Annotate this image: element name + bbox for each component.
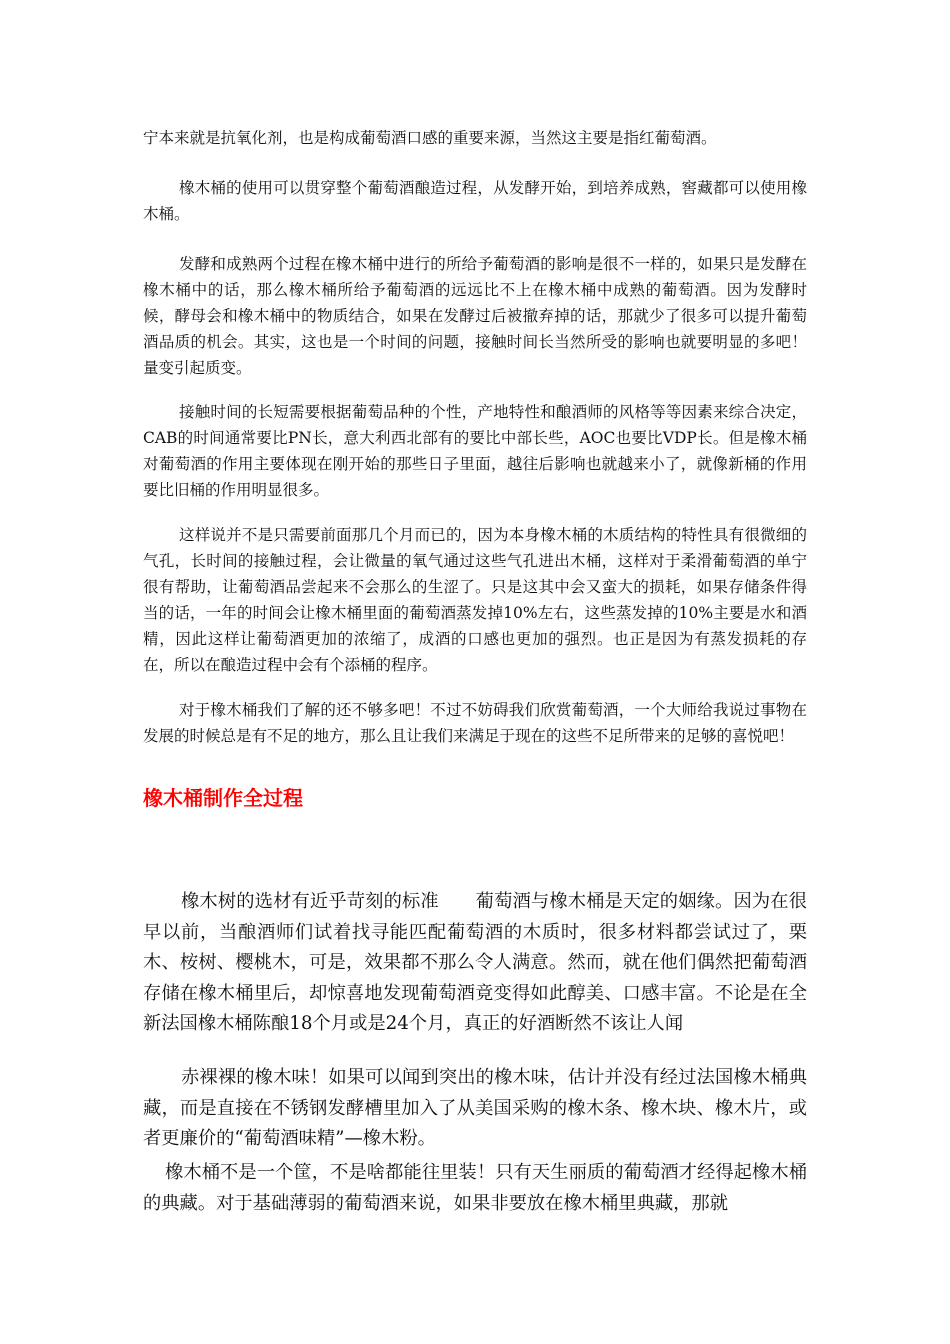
paragraph: 对于橡木桶我们了解的还不够多吧！不过不妨碍我们欣赏葡萄酒，一个大师给我说过事物在发展的时候总是有不足的地方，那么且让我们来满足于现在的这些不足所带来的足够的喜悦吧！ bbox=[143, 701, 807, 745]
paragraph: 橡木桶不是一个筐，不是啥都能往里装！只有天生丽质的葡萄酒才经得起橡木桶的典藏。对于基础薄弱的葡萄酒来说，如果非要放在橡木桶里典藏，那就 bbox=[143, 1162, 807, 1214]
paragraph: 这样说并不是只需要前面那几个月而已的，因为本身橡木桶的木质结构的特性具有很微细的气孔，长时间的接触过程，会让微量的氧气通过这些气孔进出木桶，这样对于柔滑葡萄酒的单宁很有帮助，让葡萄酒品尝起来不会那么的生涩了。只是这其中会又蛮大的损耗，如果存储条件得当的话，一年的时间会让橡木桶里面的葡萄酒蒸发掉10%左右，这些蒸发掉的10%主要是水和酒精，因此这样让葡萄酒更加的浓缩了，成酒的口感也更加的强烈。也正是因为有蒸发损耗的存在，所以在酿造过程中会有个添桶的程序。 bbox=[143, 526, 807, 674]
paragraph: 宁本来就是抗氧化剂，也是构成葡萄酒口感的重要来源，当然这主要是指红葡萄酒。 bbox=[143, 129, 717, 147]
paragraph: 橡木桶的使用可以贯穿整个葡萄酒酿造过程，从发酵开始，到培养成熟，窖藏都可以使用橡木桶。 bbox=[143, 179, 807, 223]
paragraph: 接触时间的长短需要根据葡萄品种的个性，产地特性和酿酒师的风格等等因素来综合决定，CAB的时间通常要比PN长，意大利西北部有的要比中部长些，AOC也要比VDP长。但是橡木桶对葡萄酒的作用主要体现在刚开始的那些日子里面，越往后影响也就越来小了，就像新桶的作用要比旧桶的作用明显很多。 bbox=[143, 403, 807, 499]
paragraph: 赤裸裸的橡木味！如果可以闻到突出的橡木味，估计并没有经过法国橡木桶典藏，而是直接在不锈钢发酵槽里加入了从美国采购的橡木条、橡木块、橡木片，或者更廉价的“葡萄酒味精”—橡木粉。 bbox=[143, 1067, 807, 1149]
paragraph: 发酵和成熟两个过程在橡木桶中进行的所给予葡萄酒的影响是很不一样的，如果只是发酵在橡木桶中的话，那么橡木桶所给予葡萄酒的远远比不上在橡木桶中成熟的葡萄酒。因为发酵时候，酵母会和橡木桶中的物质结合，如果在发酵过后被撤弃掉的话，那就少了很多可以提升葡萄酒品质的机会。其实，这也是一个时间的问题，接触时间长当然所受的影响也就要明显的多吧！量变引起质变。 bbox=[143, 255, 807, 377]
section-heading: 橡木桶制作全过程 bbox=[143, 786, 303, 810]
paragraph: 橡木树的选材有近乎苛刻的标准 葡萄酒与橡木桶是天定的姻缘。因为在很早以前，当酿酒师们试着找寻能匹配葡萄酒的木质时，很多材料都尝试过了，栗木、桉树、樱桃木，可是，效果都不那么令人满意。然而，就在他们偶然把葡萄酒存储在橡木桶里后，却惊喜地发现葡萄酒竟变得如此醇美、口感丰富。不论是在全新法国橡木桶陈酿18个月或是24个月，真正的好酒断然不该让人闻 bbox=[143, 891, 807, 1034]
